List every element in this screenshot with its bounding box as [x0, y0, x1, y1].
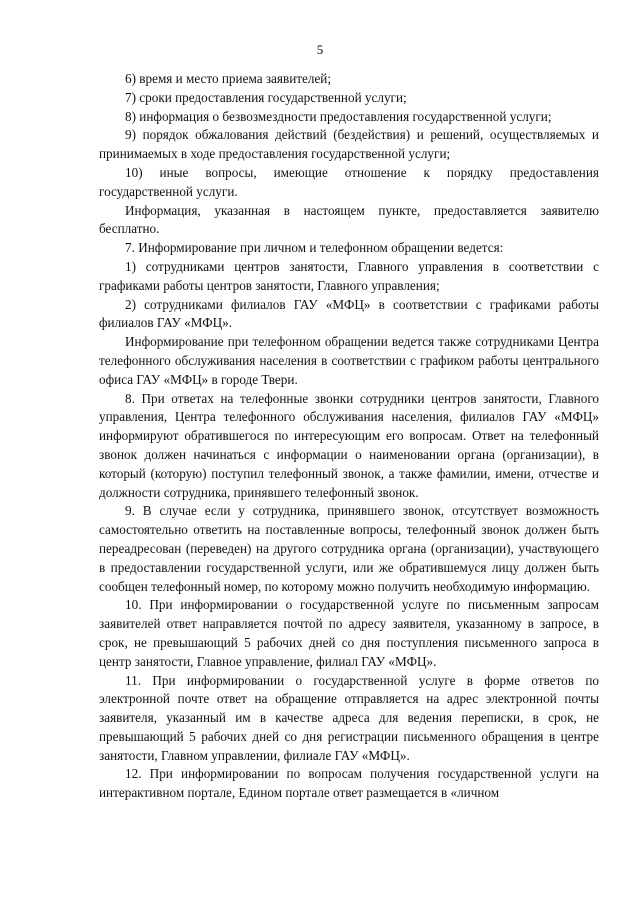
- paragraph: 7) сроки предоставления государственной услуги;: [125, 89, 407, 105]
- paragraph: 8. При ответах на телефонные звонки сотрудники центров занятости, Главного управления, Центра телефонного обслуживания населения, филиалов ГАУ «МФЦ» информируют обратившегося по интересующим его вопросам. Ответ на телефонный звонок должен начинаться с информации о наименовании органа (организации), в который (которую) поступил телефонный звонок, а также фамилии, имени, отчестве и должности сотрудника, принявшего телефонный звонок.: [99, 390, 599, 500]
- paragraph: 6) время и место приема заявителей;: [125, 71, 332, 86]
- paragraph: 10. При информировании о государственной услуге по письменным запросам заявителей ответ направляется почтой по адресу заявителя, указанному в запросе, в срок, не превышающий 5 рабочих дней со дня поступления письменного запроса в центр занятости, Главное управление, филиал ГАУ «МФЦ».: [99, 597, 599, 669]
- paragraph: 12. При информировании по вопросам получения государственной услуги на интерактивном портале, Едином портале ответ размещается в «личном: [99, 766, 599, 801]
- paragraph: 8) информация о безвозмездности предоставления государственной услуги;: [125, 108, 552, 124]
- document-body: [99, 70, 599, 803]
- paragraph: 9) порядок обжалования действий (бездействия) и решений, осуществляемых и принимаемых в ходе предоставления государственной услуги;: [99, 127, 599, 162]
- paragraph: 11. При информировании о государственной услуге в форме ответов по электронной почте ответ на обращение отправляется на адрес электронной почты заявителя, указанный им в качестве адреса для ведения переписки, в срок, не превышающий 5 рабочих дней со дня регистрации письменного обращения в центре занятости, Главном управлении, филиале ГАУ «МФЦ».: [99, 672, 599, 763]
- paragraph: 7. Информирование при личном и телефонном обращении ведется:: [125, 240, 504, 256]
- paragraph: 2) сотрудниками филиалов ГАУ «МФЦ» в соответствии с графиками работы филиалов ГАУ «МФЦ».: [99, 296, 599, 331]
- paragraph: 1) сотрудниками центров занятости, Главного управления в соответствии с графиками работы центров занятости, Главного управления;: [99, 258, 599, 293]
- page-number: 5: [316, 42, 324, 57]
- paragraph: 9. В случае если у сотрудника, принявшего звонок, отсутствует возможность самостоятельно ответить на поставленные вопросы, телефонный звонок должен быть переадресован (переведен) на другого сотрудника органа (организации), участвующего в предоставлении государственной услуги, или же обратившемуся лицу должен быть сообщен телефонный номер, по которому можно получить необходимую информацию.: [99, 503, 599, 594]
- paragraph: Информирование при телефонном обращении ведется также сотрудниками Центра телефонного обслуживания населения в соответствии с графиком работы центрального офиса ГАУ «МФЦ» в городе Твери.: [99, 334, 599, 387]
- paragraph: Информация, указанная в настоящем пункте, предоставляется заявителю бесплатно.: [99, 202, 599, 237]
- paragraph: 10) иные вопросы, имеющие отношение к порядку предоставления государственной услуги.: [99, 164, 599, 199]
